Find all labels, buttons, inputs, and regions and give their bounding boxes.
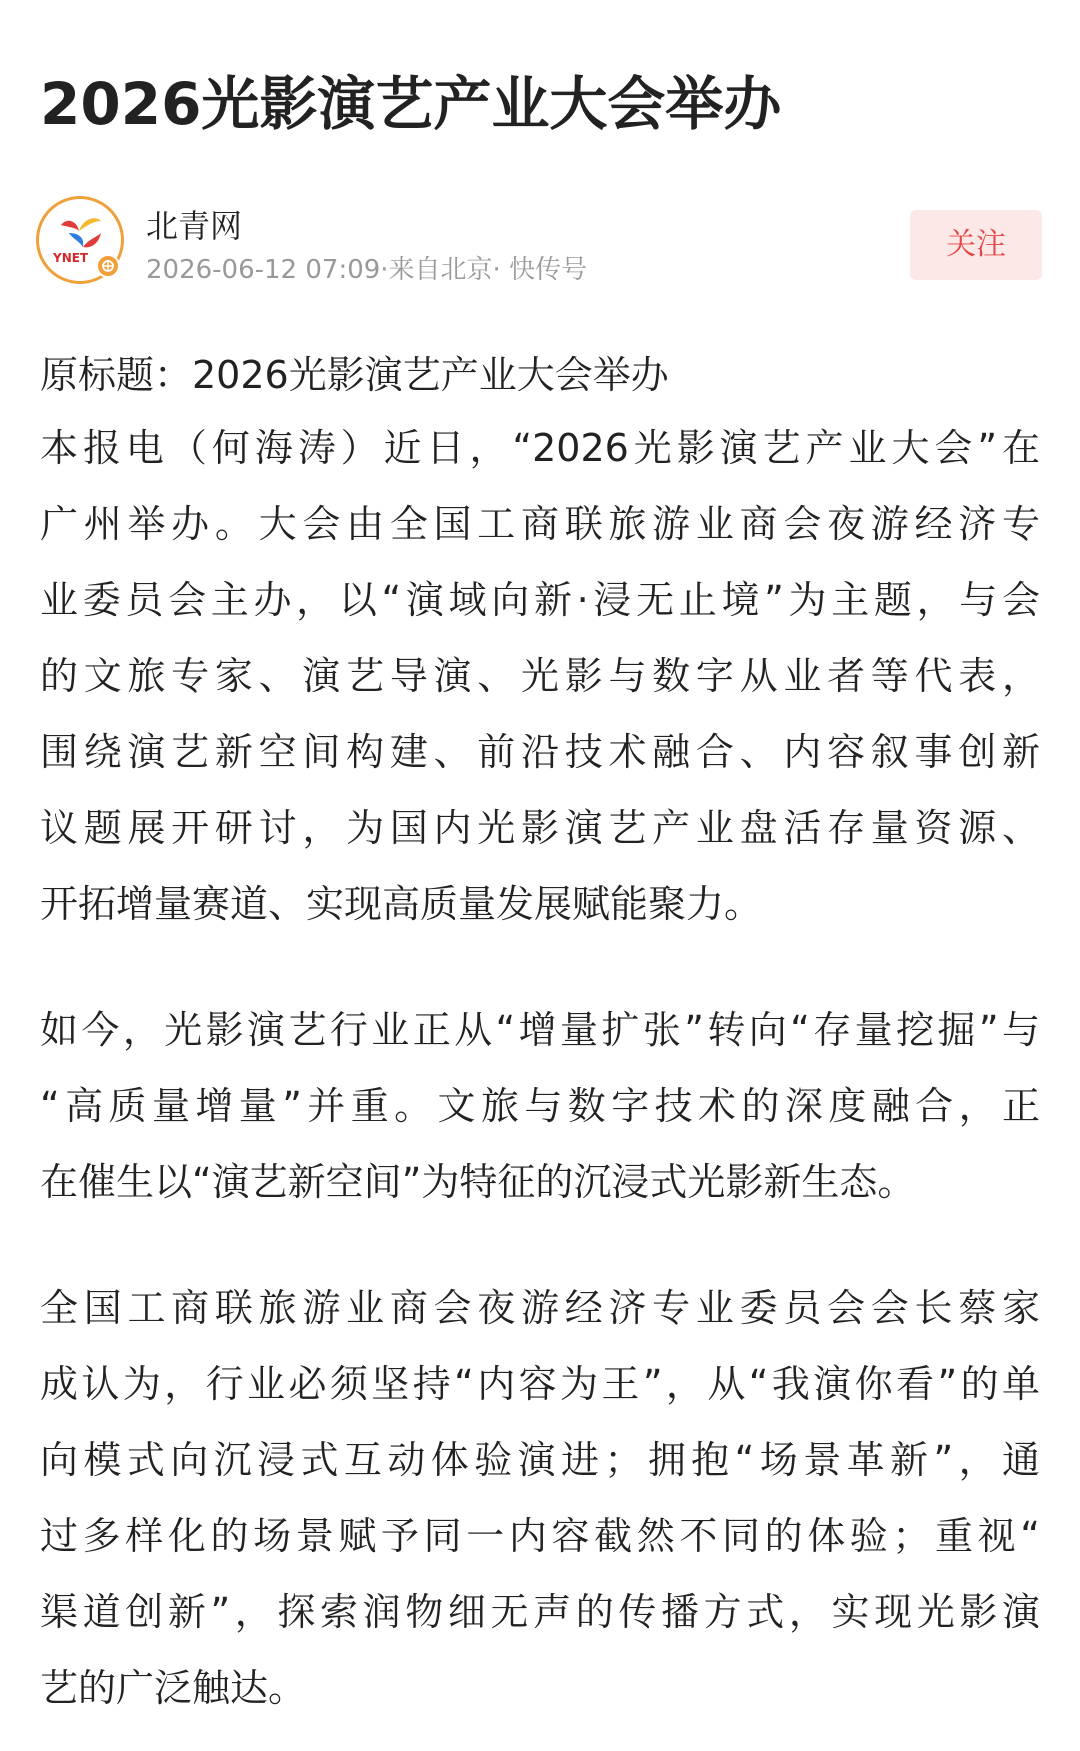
paragraph-line: 的文旅专家、演艺导演、光影与数字从业者等代表，	[40, 654, 1040, 698]
paragraph-line: 向模式向沉浸式互动体验演进；拥抱“场景革新”，通	[40, 1438, 1040, 1482]
verified-badge-icon	[96, 254, 120, 278]
paragraph-line: 业委员会主办，以“演域向新·浸无止境”为主题，与会	[40, 578, 1040, 622]
paragraph-line: 成认为，行业必须坚持“内容为王”，从“我演你看”的单	[40, 1362, 1040, 1406]
paragraph-line: 本报电（何海涛）近日，“2026光影演艺产业大会”在	[40, 426, 1040, 470]
paragraph-line: 渠道创新”，探索润物细无声的传播方式，实现光影演	[40, 1590, 1040, 1634]
paragraph-line: 围绕演艺新空间构建、前沿技术融合、内容叙事创新	[40, 730, 1040, 774]
paragraph-3	[40, 1270, 1040, 1726]
avatar-label: YNET	[53, 251, 89, 265]
author-name[interactable]: 北青网	[146, 207, 243, 245]
original-title: 原标题：2026光影演艺产业大会举办	[40, 353, 669, 397]
paragraph-2	[40, 992, 1040, 1220]
paragraph-line: 议题展开研讨，为国内光影演艺产业盘活存量资源、	[40, 806, 1040, 850]
paragraph-line: 广州举办。大会由全国工商联旅游业商会夜游经济专	[40, 502, 1040, 546]
follow-button[interactable]: 关注	[910, 210, 1042, 280]
paragraph-line: “高质量增量”并重。文旅与数字技术的深度融合，正	[40, 1084, 1040, 1128]
publish-meta: 2026-06-12 07:09·来自北京· 快传号	[146, 255, 588, 285]
paragraph-line: 过多样化的场景赋予同一内容截然不同的体验；重视“	[40, 1514, 1040, 1558]
paragraph-line: 如今，光影演艺行业正从“增量扩张”转向“存量挖掘”与	[40, 1008, 1040, 1052]
article-title: 2026光影演艺产业大会举办	[40, 70, 782, 138]
paragraph-line: 在催生以“演艺新空间”为特征的沉浸式光影新生态。	[40, 1160, 916, 1204]
paragraph-1	[40, 410, 1040, 942]
paragraph-line: 艺的广泛触达。	[40, 1666, 307, 1710]
paragraph-line: 全国工商联旅游业商会夜游经济专业委员会会长蔡家	[40, 1286, 1040, 1330]
paragraph-line: 开拓增量赛道、实现高质量发展赋能聚力。	[40, 882, 763, 926]
